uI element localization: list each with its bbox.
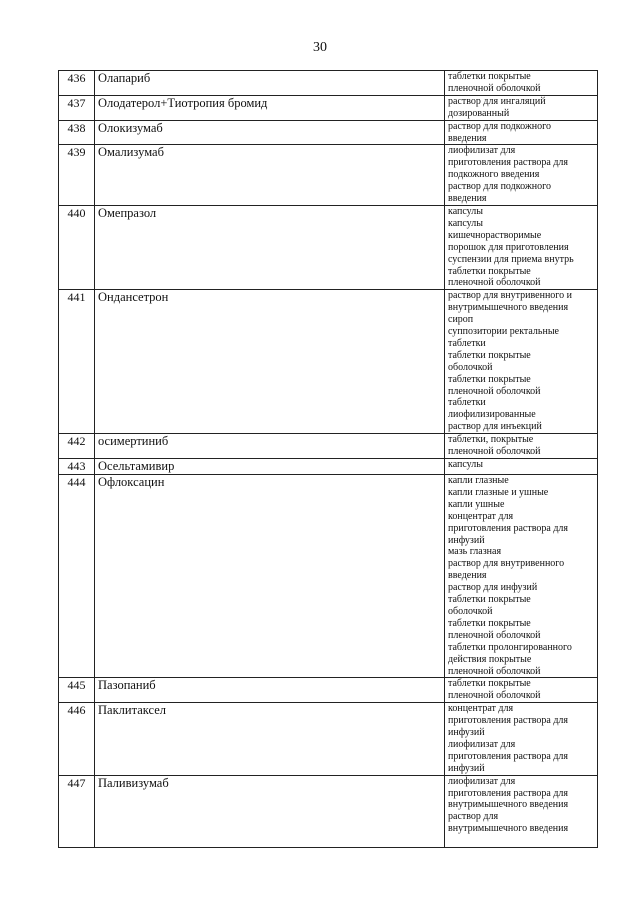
dosage-forms xyxy=(445,475,598,678)
dosage-form-line: суппозитории ректальные xyxy=(448,326,559,338)
dosage-form-line: инфузий xyxy=(448,727,485,739)
drug-name: Олапариб xyxy=(95,71,445,96)
dosage-form-line: таблетки покрытые xyxy=(448,594,531,606)
dosage-forms xyxy=(445,434,598,459)
dosage-form-line: внутримышечного введения xyxy=(448,799,569,811)
drug-name: Пазопаниб xyxy=(95,678,445,703)
dosage-form-line: приготовления раствора для xyxy=(448,157,568,169)
dosage-form-line: порошок для приготовления xyxy=(448,241,569,253)
dosage-form-line: приготовления раствора для xyxy=(448,715,568,727)
dosage-form-line: инфузий xyxy=(448,534,485,546)
drug-name: Ондансетрон xyxy=(95,290,445,434)
dosage-form-line: введения xyxy=(448,193,487,205)
dosage-form-line: приготовления раствора для xyxy=(448,750,568,762)
dosage-form-line: лиофилизат для xyxy=(448,775,516,787)
drug-name: Олодатерол+Тиотропия бромид xyxy=(95,95,445,120)
dosage-form-line: раствор для подкожного xyxy=(448,120,551,132)
dosage-form-line: капли глазные xyxy=(448,475,509,486)
dosage-form-line: инфузий xyxy=(448,762,485,774)
dosage-form-line: суспензии для приема внутрь xyxy=(448,253,574,265)
dosage-form-line: концентрат для xyxy=(448,703,514,715)
drug-name: Олокизумаб xyxy=(95,120,445,145)
table-row xyxy=(59,120,598,145)
dosage-forms xyxy=(445,459,598,475)
dosage-form-line: таблетки xyxy=(448,337,486,349)
drug-name: Паклитаксел xyxy=(95,703,445,775)
dosage-form-line: раствор для внутривенного xyxy=(448,558,565,570)
dosage-form-line: капли глазные и ушные xyxy=(448,486,549,498)
table-row xyxy=(59,475,598,678)
dosage-forms xyxy=(445,95,598,120)
table-row xyxy=(59,290,598,434)
table-row xyxy=(59,434,598,459)
dosage-form-line: введения xyxy=(448,570,487,582)
table-body xyxy=(59,71,598,848)
dosage-form-line: лиофилизат для xyxy=(448,145,516,157)
dosage-form-line: пленочной оболочкой xyxy=(448,690,541,702)
dosage-form-line: раствор для инфузий xyxy=(448,582,538,594)
dosage-form-line: сироп xyxy=(448,314,474,326)
row-number: 437 xyxy=(59,95,95,120)
row-number: 436 xyxy=(59,71,95,96)
dosage-form-line: пленочной оболочкой xyxy=(448,385,541,397)
dosage-form-line: таблетки покрытые xyxy=(448,617,531,629)
dosage-form-line: капли ушные xyxy=(448,498,505,510)
dosage-forms xyxy=(445,678,598,703)
row-number: 446 xyxy=(59,703,95,775)
dosage-forms xyxy=(445,703,598,775)
dosage-forms xyxy=(445,71,598,96)
dosage-form-line: таблетки покрытые xyxy=(448,349,531,361)
dosage-form-line: пленочной оболочкой xyxy=(448,629,541,641)
dosage-forms xyxy=(445,145,598,206)
dosage-form-line: раствор для ингаляций xyxy=(448,95,546,107)
dosage-form-line: внутримышечного введения xyxy=(448,823,569,835)
drug-name: Паливизумаб xyxy=(95,775,445,848)
dosage-form-line: таблетки, покрытые xyxy=(448,434,534,446)
dosage-forms xyxy=(445,775,598,848)
row-number: 444 xyxy=(59,475,95,678)
dosage-form-line: лиофилизированные xyxy=(448,409,536,421)
dosage-form-line: дозированный xyxy=(448,107,510,119)
dosage-forms xyxy=(445,205,598,289)
dosage-form-line: капсулы xyxy=(448,205,483,217)
drug-table xyxy=(58,70,598,848)
table-row xyxy=(59,703,598,775)
dosage-form-line: оболочкой xyxy=(448,605,493,617)
dosage-form-line: оболочкой xyxy=(448,361,493,373)
row-number: 439 xyxy=(59,145,95,206)
dosage-form-line: кишечнорастворимые xyxy=(448,229,542,241)
drug-name: Офлоксацин xyxy=(95,475,445,678)
dosage-form-line: раствор для подкожного xyxy=(448,181,551,193)
table-row xyxy=(59,775,598,848)
dosage-forms xyxy=(445,290,598,434)
drug-name: Омепразол xyxy=(95,205,445,289)
table-row xyxy=(59,459,598,475)
dosage-form-line: таблетки покрытые xyxy=(448,678,531,690)
dosage-form-line: концентрат для xyxy=(448,510,514,522)
row-number: 443 xyxy=(59,459,95,475)
dosage-form-line: действия покрытые xyxy=(448,653,532,665)
dosage-form-line: приготовления раствора для xyxy=(448,787,568,799)
dosage-form-line: таблетки покрытые xyxy=(448,265,531,277)
row-number: 442 xyxy=(59,434,95,459)
dosage-form-line: капсулы xyxy=(448,217,483,229)
dosage-form-line: внутримышечного введения xyxy=(448,302,569,314)
table-row xyxy=(59,95,598,120)
drug-name: Омализумаб xyxy=(95,145,445,206)
dosage-form-line: пленочной оболочкой xyxy=(448,446,541,458)
dosage-form-line: таблетки покрытые xyxy=(448,373,531,385)
table-row xyxy=(59,678,598,703)
row-number: 440 xyxy=(59,205,95,289)
dosage-form-line: приготовления раствора для xyxy=(448,522,568,534)
dosage-form-line: раствор для инъекций xyxy=(448,421,542,433)
dosage-form-line: раствор для внутривенного и xyxy=(448,290,573,302)
dosage-form-line: капсулы xyxy=(448,459,483,470)
dosage-form-line: таблетки покрытые xyxy=(448,71,531,82)
dosage-form-line: таблетки xyxy=(448,397,486,409)
dosage-form-line: пленочной оболочкой xyxy=(448,665,541,677)
table-row xyxy=(59,145,598,206)
row-number: 445 xyxy=(59,678,95,703)
row-number: 438 xyxy=(59,120,95,145)
dosage-form-line: пленочной оболочкой xyxy=(448,82,541,94)
table-row xyxy=(59,71,598,96)
table-row xyxy=(59,205,598,289)
dosage-form-line: мазь глазная xyxy=(448,546,502,558)
dosage-form-line: подкожного введения xyxy=(448,169,540,181)
drug-name: осимертиниб xyxy=(95,434,445,459)
dosage-forms xyxy=(445,120,598,145)
dosage-form-line: лиофилизат для xyxy=(448,738,516,750)
row-number: 447 xyxy=(59,775,95,848)
page-number: 30 xyxy=(313,40,327,55)
dosage-form-line: таблетки пролонгированного xyxy=(448,641,572,653)
dosage-form-line: пленочной оболочкой xyxy=(448,277,541,289)
row-number: 441 xyxy=(59,290,95,434)
dosage-form-line: раствор для xyxy=(448,811,499,823)
dosage-form-line: введения xyxy=(448,132,487,144)
drug-name: Осельтамивир xyxy=(95,459,445,475)
